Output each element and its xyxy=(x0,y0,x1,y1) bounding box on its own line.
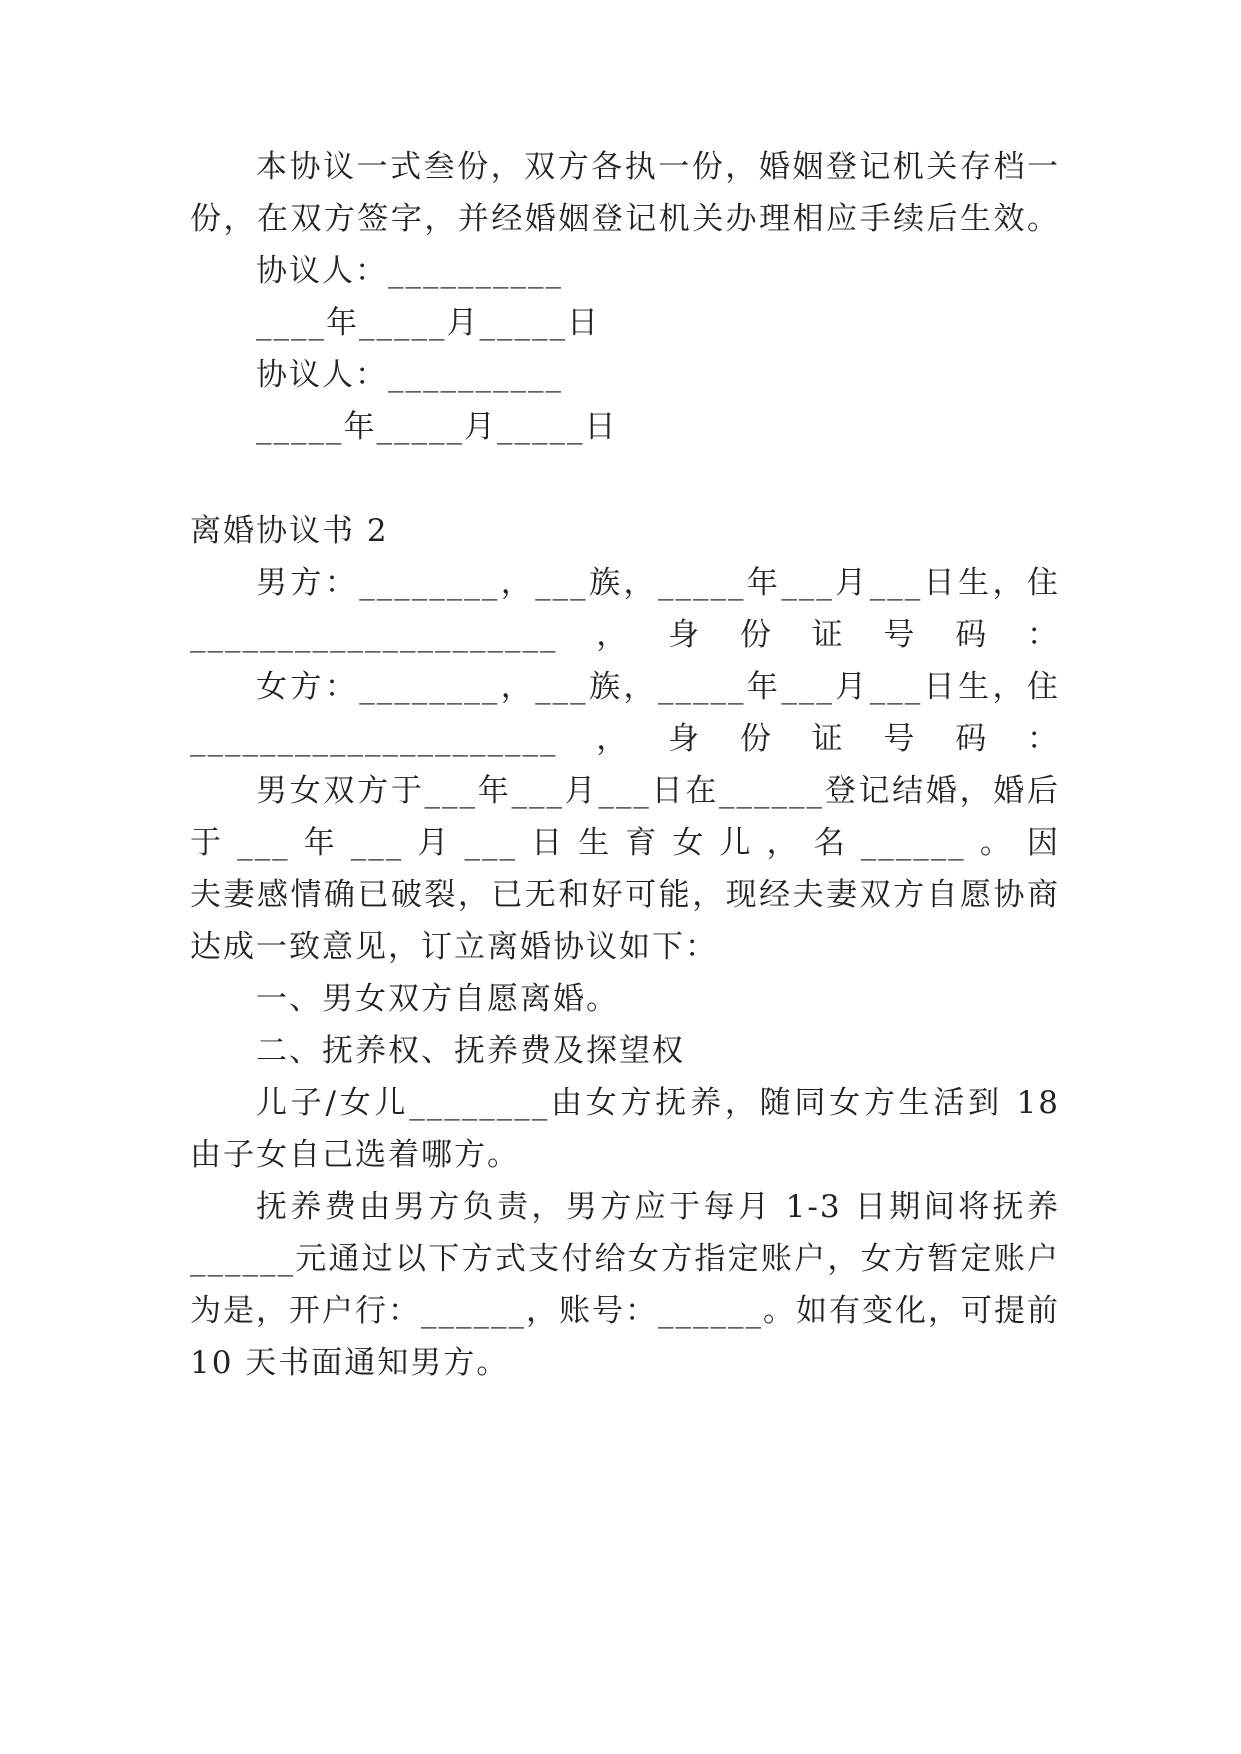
paragraph-line: 达成一致意见，订立离婚协议如下： xyxy=(190,929,718,965)
date-line: _____年_____月_____日 xyxy=(256,409,618,445)
paragraph-line: 份，在双方签字，并经婚姻登记机关办理相应手续后生效。 xyxy=(190,201,1060,237)
clause-heading: 一、男女双方自愿离婚。 xyxy=(256,981,619,1017)
signature-line: 协议人：__________ xyxy=(256,253,563,289)
paragraph-line: 抚养费由男方负责，男方应于每月 1-3 日期间将抚养 xyxy=(256,1189,1060,1225)
paragraph-line: 女方：________，___族，_____年___月___日生，住 xyxy=(256,669,1060,705)
paragraph-line: 10 天书面通知男方。 xyxy=(190,1345,510,1381)
paragraph-line: 本协议一式叁份，双方各执一份，婚姻登记机关存档一 xyxy=(256,149,1060,185)
paragraph-line: 儿子/女儿________由女方抚养，随同女方生活到 18 xyxy=(256,1085,1060,1121)
paragraph-line: 男女双方于___年___月___日在______登记结婚，婚后 xyxy=(256,773,1060,809)
section-title: 离婚协议书 2 xyxy=(190,513,389,549)
paragraph-line: 于___年___月___日生育女儿，名______。因 xyxy=(190,825,1060,861)
paragraph-line: ______元通过以下方式支付给女方指定账户，女方暂定账户 xyxy=(190,1241,1060,1277)
date-line: ____年_____月_____日 xyxy=(256,305,600,341)
signature-line: 协议人：__________ xyxy=(256,357,563,393)
paragraph-line: 为是，开户行：______，账号：______。如有变化，可提前 xyxy=(190,1293,1060,1329)
paragraph-line: 男方：________，___族，_____年___月___日生，住 xyxy=(256,565,1060,601)
paragraph-line: _____________________，身份证号码： xyxy=(190,617,1060,653)
paragraph-line: 夫妻感情确已破裂，已无和好可能，现经夫妻双方自愿协商 xyxy=(190,877,1060,913)
paragraph-line: 由子女自己选着哪方。 xyxy=(190,1137,520,1173)
paragraph-line: _____________________，身份证号码： xyxy=(190,721,1060,757)
clause-heading: 二、抚养权、抚养费及探望权 xyxy=(256,1033,685,1069)
